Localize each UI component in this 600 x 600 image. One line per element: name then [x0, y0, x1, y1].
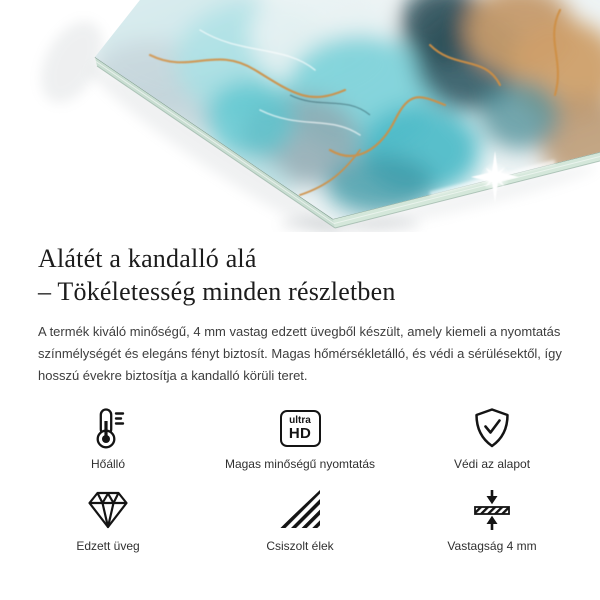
product-description: A termék kiváló minőségű, 4 mm vastag edzett üvegből készült, amely kiemeli a nyomtatás színmélységét és elegáns fényt biztosít. Magas hőmérsékletálló, és védi a sérülésektől, így hosszú évekre biztosítja a kandalló körüli teret.	[38, 324, 562, 383]
feature-label: Edzett üveg	[76, 539, 140, 553]
product-photo	[0, 0, 600, 232]
feature-grid	[12, 404, 588, 553]
ultra-hd-icon	[280, 404, 321, 452]
feature-tempered-glass	[12, 486, 204, 553]
shield-check-icon	[470, 404, 514, 452]
page-title	[38, 242, 570, 308]
title-line-2: – Tökéletesség minden részletben	[38, 277, 396, 306]
feature-label: Védi az alapot	[453, 457, 531, 471]
thickness-compress-icon	[470, 486, 514, 534]
feature-label: Vastagság 4 mm	[447, 539, 537, 553]
feature-label: Csiszolt élek	[266, 539, 334, 553]
feature-protects-base	[396, 404, 588, 471]
ultra-hd-icon-text-top: ultra	[289, 414, 311, 426]
glass-panel-image	[0, 0, 600, 232]
feature-ultra-hd	[204, 404, 396, 471]
feature-label: Hőálló	[90, 457, 126, 471]
feature-heat-resistant	[12, 404, 204, 471]
feature-label: Magas minőségű nyomtatás	[224, 457, 376, 471]
diamond-icon	[86, 486, 130, 534]
ultra-hd-icon-text-bottom: HD	[288, 424, 312, 442]
feature-polished-edges	[204, 486, 396, 553]
polished-edge-icon	[278, 486, 322, 534]
thermometer-icon	[86, 404, 130, 452]
feature-thickness	[396, 486, 588, 553]
product-description-block	[0, 232, 600, 553]
title-line-1: Alátét a kandalló alá	[38, 244, 257, 273]
